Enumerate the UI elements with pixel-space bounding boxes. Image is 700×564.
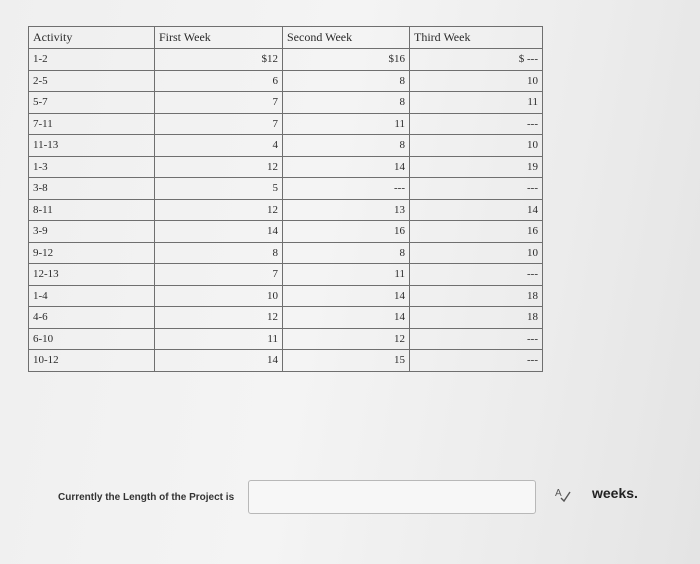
svg-text:A: A — [555, 488, 562, 499]
third-week-cell: --- — [410, 350, 543, 372]
table-row — [29, 242, 543, 264]
second-week-cell: $16 — [283, 49, 410, 71]
activity-cell: 7-11 — [29, 113, 155, 135]
table-row — [29, 350, 543, 372]
answer-row — [58, 480, 678, 520]
second-week-cell: 14 — [283, 156, 410, 178]
first-week-cell: $12 — [155, 49, 283, 71]
activity-cell: 8-11 — [29, 199, 155, 221]
activity-cell: 5-7 — [29, 92, 155, 114]
table-body — [29, 49, 543, 372]
activity-cell: 1-2 — [29, 49, 155, 71]
third-week-cell: --- — [410, 328, 543, 350]
unit-label: weeks. — [592, 485, 638, 501]
activity-cell: 10-12 — [29, 350, 155, 372]
cost-table-container — [28, 26, 542, 372]
third-week-cell: 19 — [410, 156, 543, 178]
first-week-cell: 7 — [155, 264, 283, 286]
second-week-cell: 8 — [283, 135, 410, 157]
second-week-cell: 11 — [283, 264, 410, 286]
activity-cell: 3-8 — [29, 178, 155, 200]
second-week-cell: 8 — [283, 242, 410, 264]
header-activity: Activity — [29, 27, 155, 49]
third-week-cell: 16 — [410, 221, 543, 243]
crash-cost-table — [28, 26, 543, 372]
first-week-cell: 12 — [155, 156, 283, 178]
table-row — [29, 156, 543, 178]
activity-cell: 6-10 — [29, 328, 155, 350]
table-row — [29, 285, 543, 307]
activity-cell: 11-13 — [29, 135, 155, 157]
first-week-cell: 5 — [155, 178, 283, 200]
activity-cell: 12-13 — [29, 264, 155, 286]
third-week-cell: --- — [410, 264, 543, 286]
second-week-cell: 14 — [283, 307, 410, 329]
first-week-cell: 7 — [155, 113, 283, 135]
second-week-cell: 12 — [283, 328, 410, 350]
answer-label: Currently the Length of the Project is — [58, 492, 235, 503]
first-week-cell: 6 — [155, 70, 283, 92]
activity-cell: 2-5 — [29, 70, 155, 92]
table-row — [29, 328, 543, 350]
table-row — [29, 264, 543, 286]
first-week-cell: 11 — [155, 328, 283, 350]
table-row — [29, 135, 543, 157]
table-row — [29, 199, 543, 221]
table-header-row — [29, 27, 543, 49]
third-week-cell: 10 — [410, 135, 543, 157]
second-week-cell: 16 — [283, 221, 410, 243]
first-week-cell: 10 — [155, 285, 283, 307]
third-week-cell: 10 — [410, 242, 543, 264]
table-row — [29, 307, 543, 329]
third-week-cell: 18 — [410, 285, 543, 307]
third-week-cell: 18 — [410, 307, 543, 329]
table-row — [29, 70, 543, 92]
second-week-cell: 8 — [283, 92, 410, 114]
second-week-cell: 8 — [283, 70, 410, 92]
activity-cell: 1-4 — [29, 285, 155, 307]
activity-cell: 9-12 — [29, 242, 155, 264]
first-week-cell: 7 — [155, 92, 283, 114]
second-week-cell: 11 — [283, 113, 410, 135]
second-week-cell: 13 — [283, 199, 410, 221]
header-second-week: Second Week — [283, 27, 410, 49]
third-week-cell: 10 — [410, 70, 543, 92]
table-row — [29, 113, 543, 135]
first-week-cell: 14 — [155, 350, 283, 372]
project-length-input[interactable] — [248, 480, 536, 514]
third-week-cell: --- — [410, 113, 543, 135]
header-first-week: First Week — [155, 27, 283, 49]
first-week-cell: 12 — [155, 199, 283, 221]
second-week-cell: 14 — [283, 285, 410, 307]
table-row — [29, 49, 543, 71]
second-week-cell: 15 — [283, 350, 410, 372]
third-week-cell: $ --- — [410, 49, 543, 71]
activity-cell: 3-9 — [29, 221, 155, 243]
third-week-cell: 14 — [410, 199, 543, 221]
first-week-cell: 8 — [155, 242, 283, 264]
activity-cell: 4-6 — [29, 307, 155, 329]
second-week-cell: --- — [283, 178, 410, 200]
spellcheck-icon[interactable] — [554, 486, 572, 504]
third-week-cell: 11 — [410, 92, 543, 114]
activity-cell: 1-3 — [29, 156, 155, 178]
header-third-week: Third Week — [410, 27, 543, 49]
first-week-cell: 12 — [155, 307, 283, 329]
first-week-cell: 14 — [155, 221, 283, 243]
table-row — [29, 178, 543, 200]
first-week-cell: 4 — [155, 135, 283, 157]
table-row — [29, 92, 543, 114]
third-week-cell: --- — [410, 178, 543, 200]
table-row — [29, 221, 543, 243]
